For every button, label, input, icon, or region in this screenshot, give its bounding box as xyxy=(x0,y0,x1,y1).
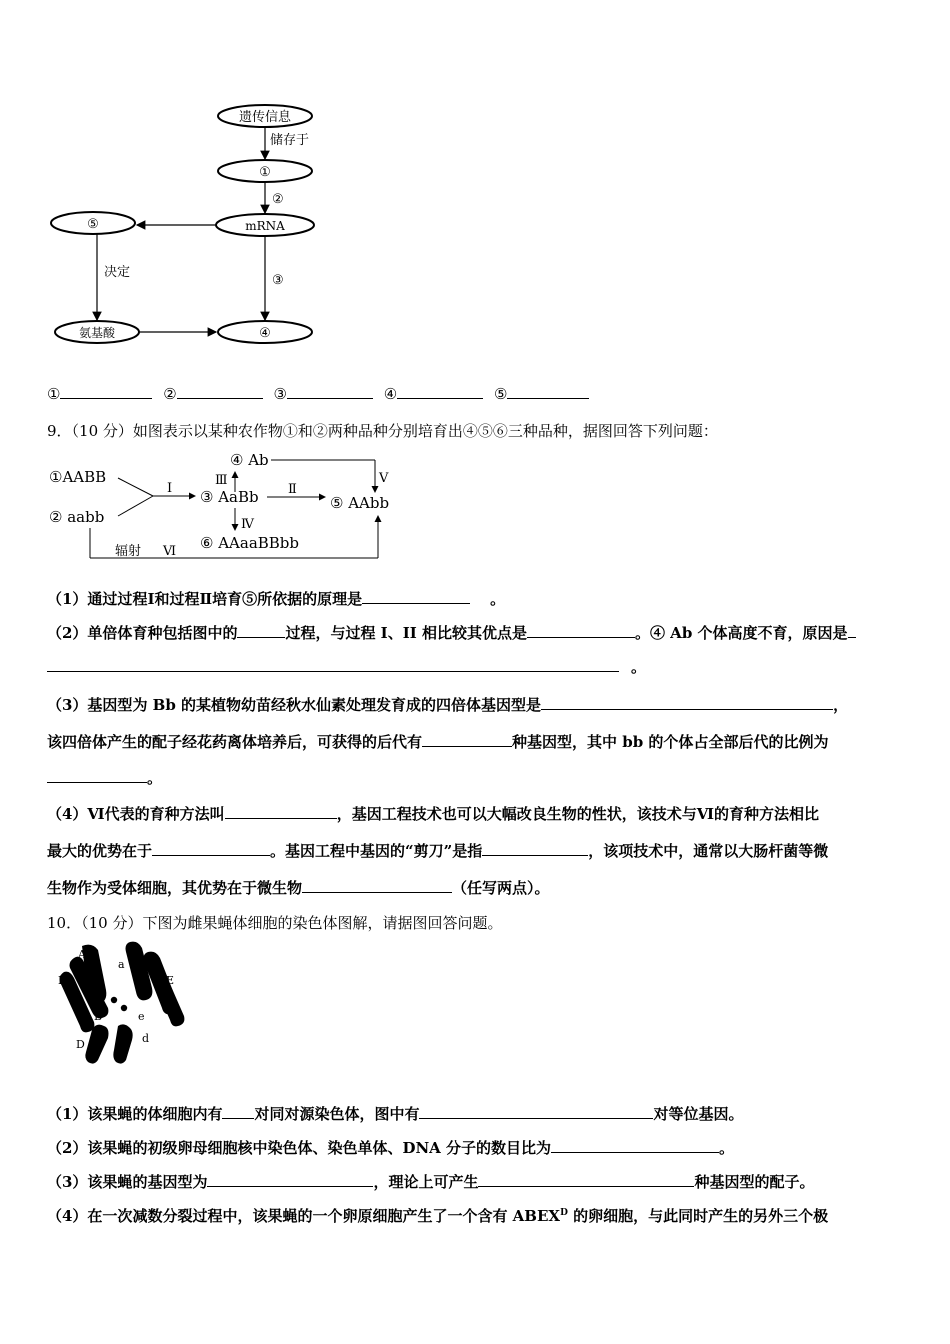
blank[interactable] xyxy=(152,841,270,856)
chromosome-d-right xyxy=(113,1024,132,1063)
variety-5: ⑤ AAbb xyxy=(330,494,390,512)
q9-part4-end: 生物作为受体细胞，其优势在于微生物 （任写两点）。 xyxy=(47,879,550,897)
blank[interactable] xyxy=(222,1104,254,1119)
blank[interactable] xyxy=(551,1138,719,1153)
svg-text:氨基酸: 氨基酸 xyxy=(78,326,116,340)
svg-text:⑤: ⑤ xyxy=(87,217,99,232)
dot-chromosome xyxy=(111,997,117,1003)
svg-text:①: ① xyxy=(259,165,271,180)
blank[interactable] xyxy=(47,768,147,783)
node-5 xyxy=(51,212,135,234)
parent-2: ② aabb xyxy=(49,508,105,526)
gene-label-D: D xyxy=(76,1038,85,1051)
gene-label-a: a xyxy=(118,958,125,971)
label-stored-in: 储存于 xyxy=(270,133,310,148)
label-process-4: Ⅳ xyxy=(241,517,254,532)
gene-label-B: B xyxy=(58,974,67,987)
q9-part3: （3）基因型为 Bb 的某植物幼苗经秋水仙素处理发育成的四倍体基因型是 ， xyxy=(47,696,849,714)
q10-part3: （3）该果蝇的基因型为 ，理论上可产生 种基因型的配子。 xyxy=(47,1173,815,1191)
q10-part2: （2）该果蝇的初级卵母细胞核中染色体、染色单体、DNA 分子的数目比为 。 xyxy=(47,1139,735,1157)
blank[interactable] xyxy=(507,384,589,399)
blank[interactable] xyxy=(47,657,619,672)
blank[interactable] xyxy=(527,623,635,638)
q9-part2: （2）单倍体育种包括图中的 过程，与过程 I、II 相比较其优点是 。④ Ab 个体高度不育，原因是 xyxy=(47,622,856,643)
label-process-3: ③ xyxy=(272,273,284,288)
blank[interactable] xyxy=(482,841,588,856)
blank[interactable] xyxy=(177,384,263,399)
label-radiation: 辐射 xyxy=(115,544,142,559)
blank[interactable] xyxy=(225,804,337,819)
blank[interactable] xyxy=(419,1104,653,1119)
node-4 xyxy=(218,321,312,343)
q9-header: 9．（10 分）如图表示以某种农作物①和②两种品种分别培育出④⑤⑥三种品种，据图回答下列问题： xyxy=(47,422,718,440)
label-decides: 决定 xyxy=(104,265,131,280)
label-process-5: Ⅴ xyxy=(379,471,389,486)
chromosome-diagram xyxy=(48,938,198,1066)
q10-header: 10．（10 分）下图为雌果蝇体细胞的染色体图解，请据图回答问题。 xyxy=(47,914,503,932)
q8-answer-line: ① ② ③ ④ ⑤ xyxy=(47,384,589,403)
q9-part1: （1）通过过程Ⅰ和过程Ⅱ培育⑤所依据的原理是 。 xyxy=(47,590,506,608)
gene-label-b: B xyxy=(94,1010,103,1023)
blank[interactable] xyxy=(422,732,512,747)
q9-part4: （4）Ⅵ代表的育种方法叫 ，基因工程技术也可以大幅改良生物的性状，该技术与Ⅵ的育种方法相比 xyxy=(47,805,819,823)
svg-text:④: ④ xyxy=(259,326,271,341)
label-process-1: Ⅰ xyxy=(167,481,173,496)
blank[interactable] xyxy=(478,1172,694,1187)
gene-label-d: d xyxy=(142,1032,150,1045)
node-genetic-info xyxy=(218,105,312,127)
label-process-3: Ⅲ xyxy=(215,473,228,488)
variety-6: ⑥ AAaaBBbb xyxy=(200,534,300,552)
blank[interactable] xyxy=(60,384,152,399)
label-process-2: ② xyxy=(272,192,284,207)
q10-part4: （4）在一次减数分裂过程中，该果蝇的一个卵原细胞产生了一个含有 $ABEX^D$ 的卵细胞，与此同时产生的另外三个极 xyxy=(47,1207,829,1225)
q9-part3-cont: 该四倍体产生的配子经花药离体培养后，可获得的后代有 种基因型，其中 bb 的个体占全部后代的比例为 xyxy=(47,733,829,751)
gene-label-E: E xyxy=(166,974,175,987)
q9-part4-cont: 最大的优势在于 。基因工程中基因的“剪刀”是指 ，该项技术中，通常以大肠杆菌等微 xyxy=(47,842,829,860)
blank[interactable] xyxy=(541,695,833,710)
gene-expression-diagram xyxy=(45,96,345,356)
label-genetic-info: 遗传信息 xyxy=(238,110,292,125)
blank[interactable] xyxy=(397,384,483,399)
parent-1: ①AABB xyxy=(49,468,107,486)
node-1 xyxy=(218,160,312,182)
blank[interactable] xyxy=(302,878,452,893)
variety-4: ④ Ab xyxy=(230,451,269,469)
q9-part3-end: 。 xyxy=(47,767,162,788)
gene-label-e: e xyxy=(138,1010,145,1023)
blank[interactable] xyxy=(848,623,856,638)
q9-part2-cont: 。 xyxy=(47,656,646,677)
dot-chromosome xyxy=(121,1005,127,1011)
node-mrna xyxy=(216,214,314,236)
node-amino-acid xyxy=(55,321,139,343)
blank[interactable] xyxy=(362,589,470,604)
gene-label-A: A xyxy=(78,948,86,961)
label-process-2: Ⅱ xyxy=(288,482,297,497)
blank[interactable] xyxy=(287,384,373,399)
breeding-diagram xyxy=(45,448,405,566)
blank[interactable] xyxy=(237,623,285,638)
variety-3: ③ AaBb xyxy=(200,488,259,506)
svg-text:mRNA: mRNA xyxy=(245,219,285,233)
q10-part1: （1）该果蝇的体细胞内有 对同对源染色体，图中有 对等位基因。 xyxy=(47,1105,744,1123)
blank[interactable] xyxy=(207,1172,373,1187)
label-process-6: Ⅵ xyxy=(163,544,177,559)
